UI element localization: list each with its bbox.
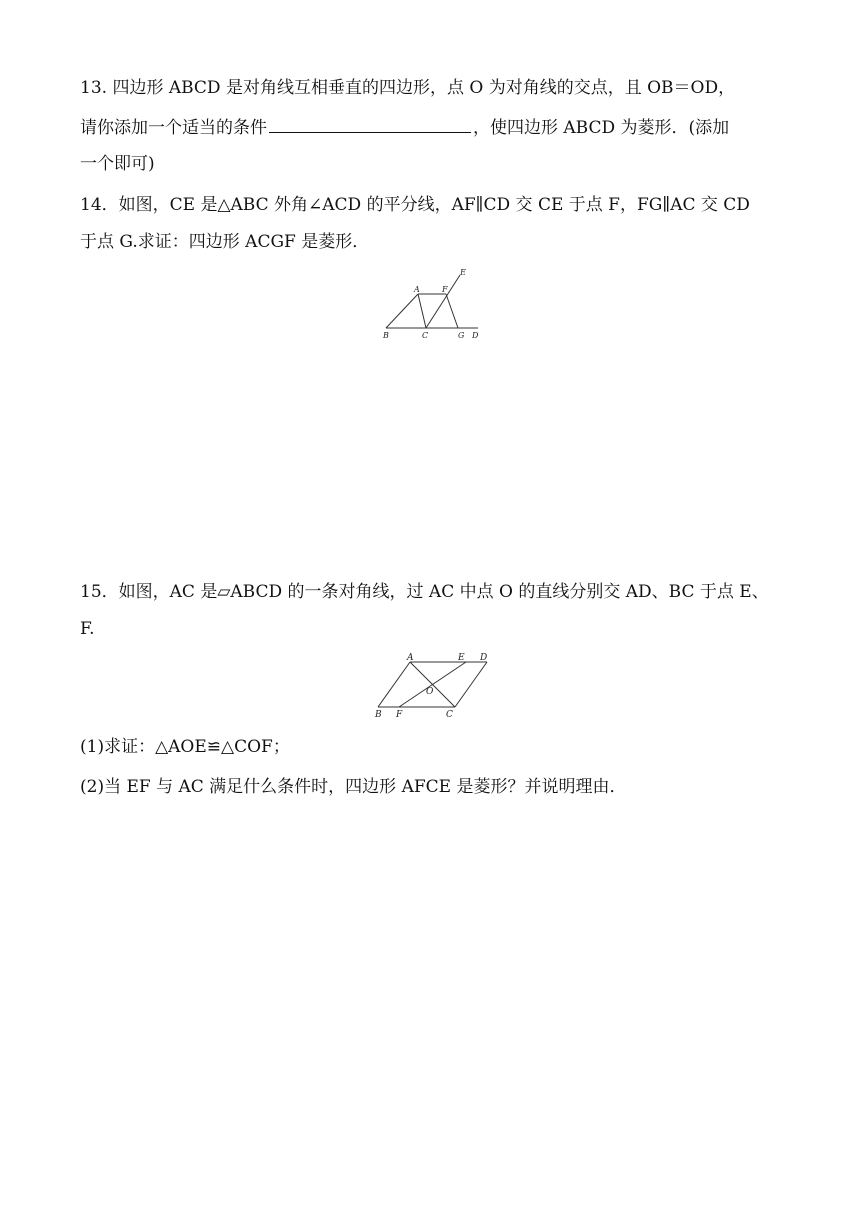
q15-segment-ab xyxy=(378,662,410,707)
q15-figure xyxy=(370,650,500,722)
q14-segment-ac xyxy=(418,294,426,328)
q15-label-o: O xyxy=(426,687,434,697)
q14-label-c: C xyxy=(422,331,429,340)
q15-label-b: B xyxy=(375,710,382,720)
q15-label-f: F xyxy=(396,710,403,720)
q14-label-e: E xyxy=(460,268,466,277)
q15-line-1: 15．如图，AC 是▱ABCD 的一条对角线，过 AC 中点 O 的直线分别交 AD、BC 于点 E、 xyxy=(80,582,769,602)
q14-line-2: 于点 G.求证：四边形 ACGF 是菱形． xyxy=(80,232,370,252)
q14-label-g: G xyxy=(458,331,465,340)
q14-label-f: F xyxy=(442,285,448,294)
q14-segment-ab xyxy=(386,294,418,328)
q13-line-2-before: 请你添加一个适当的条件 xyxy=(80,118,267,138)
q15-part-1: (1)求证：△AOE≌△COF； xyxy=(80,737,290,757)
q14-label-d: D xyxy=(472,331,479,340)
q14-label-b: B xyxy=(383,331,389,340)
q13-answer-blank[interactable] xyxy=(269,116,471,133)
q14-label-a: A xyxy=(414,285,420,294)
q15-label-e: E xyxy=(458,653,465,663)
q14-line-1: 14．如图，CE 是△ABC 外角∠ACD 的平分线，AF∥CD 交 CE 于点 F，FG∥AC 交 CD xyxy=(80,195,750,215)
q15-segment-ef xyxy=(399,662,466,707)
q13-line-2 xyxy=(80,116,729,140)
q14-segment-fg xyxy=(446,294,458,328)
q13-line-2-after: ，使四边形 ABCD 为菱形．(添加 xyxy=(473,118,730,138)
q14-figure xyxy=(380,266,490,344)
q13-line-3: 一个即可) xyxy=(80,154,155,174)
q15-segment-dc xyxy=(455,662,487,707)
q15-part-2: (2)当 EF 与 AC 满足什么条件时，四边形 AFCE 是菱形？并说明理由． xyxy=(80,777,627,797)
q15-label-a: A xyxy=(407,653,414,663)
q15-line-2: F. xyxy=(80,619,95,639)
q15-label-c: C xyxy=(446,710,453,720)
q15-label-d: D xyxy=(480,653,488,663)
q13-line-1: 13. 四边形 ABCD 是对角线互相垂直的四边形，点 O 为对角线的交点，且 OB＝OD， xyxy=(80,78,736,98)
